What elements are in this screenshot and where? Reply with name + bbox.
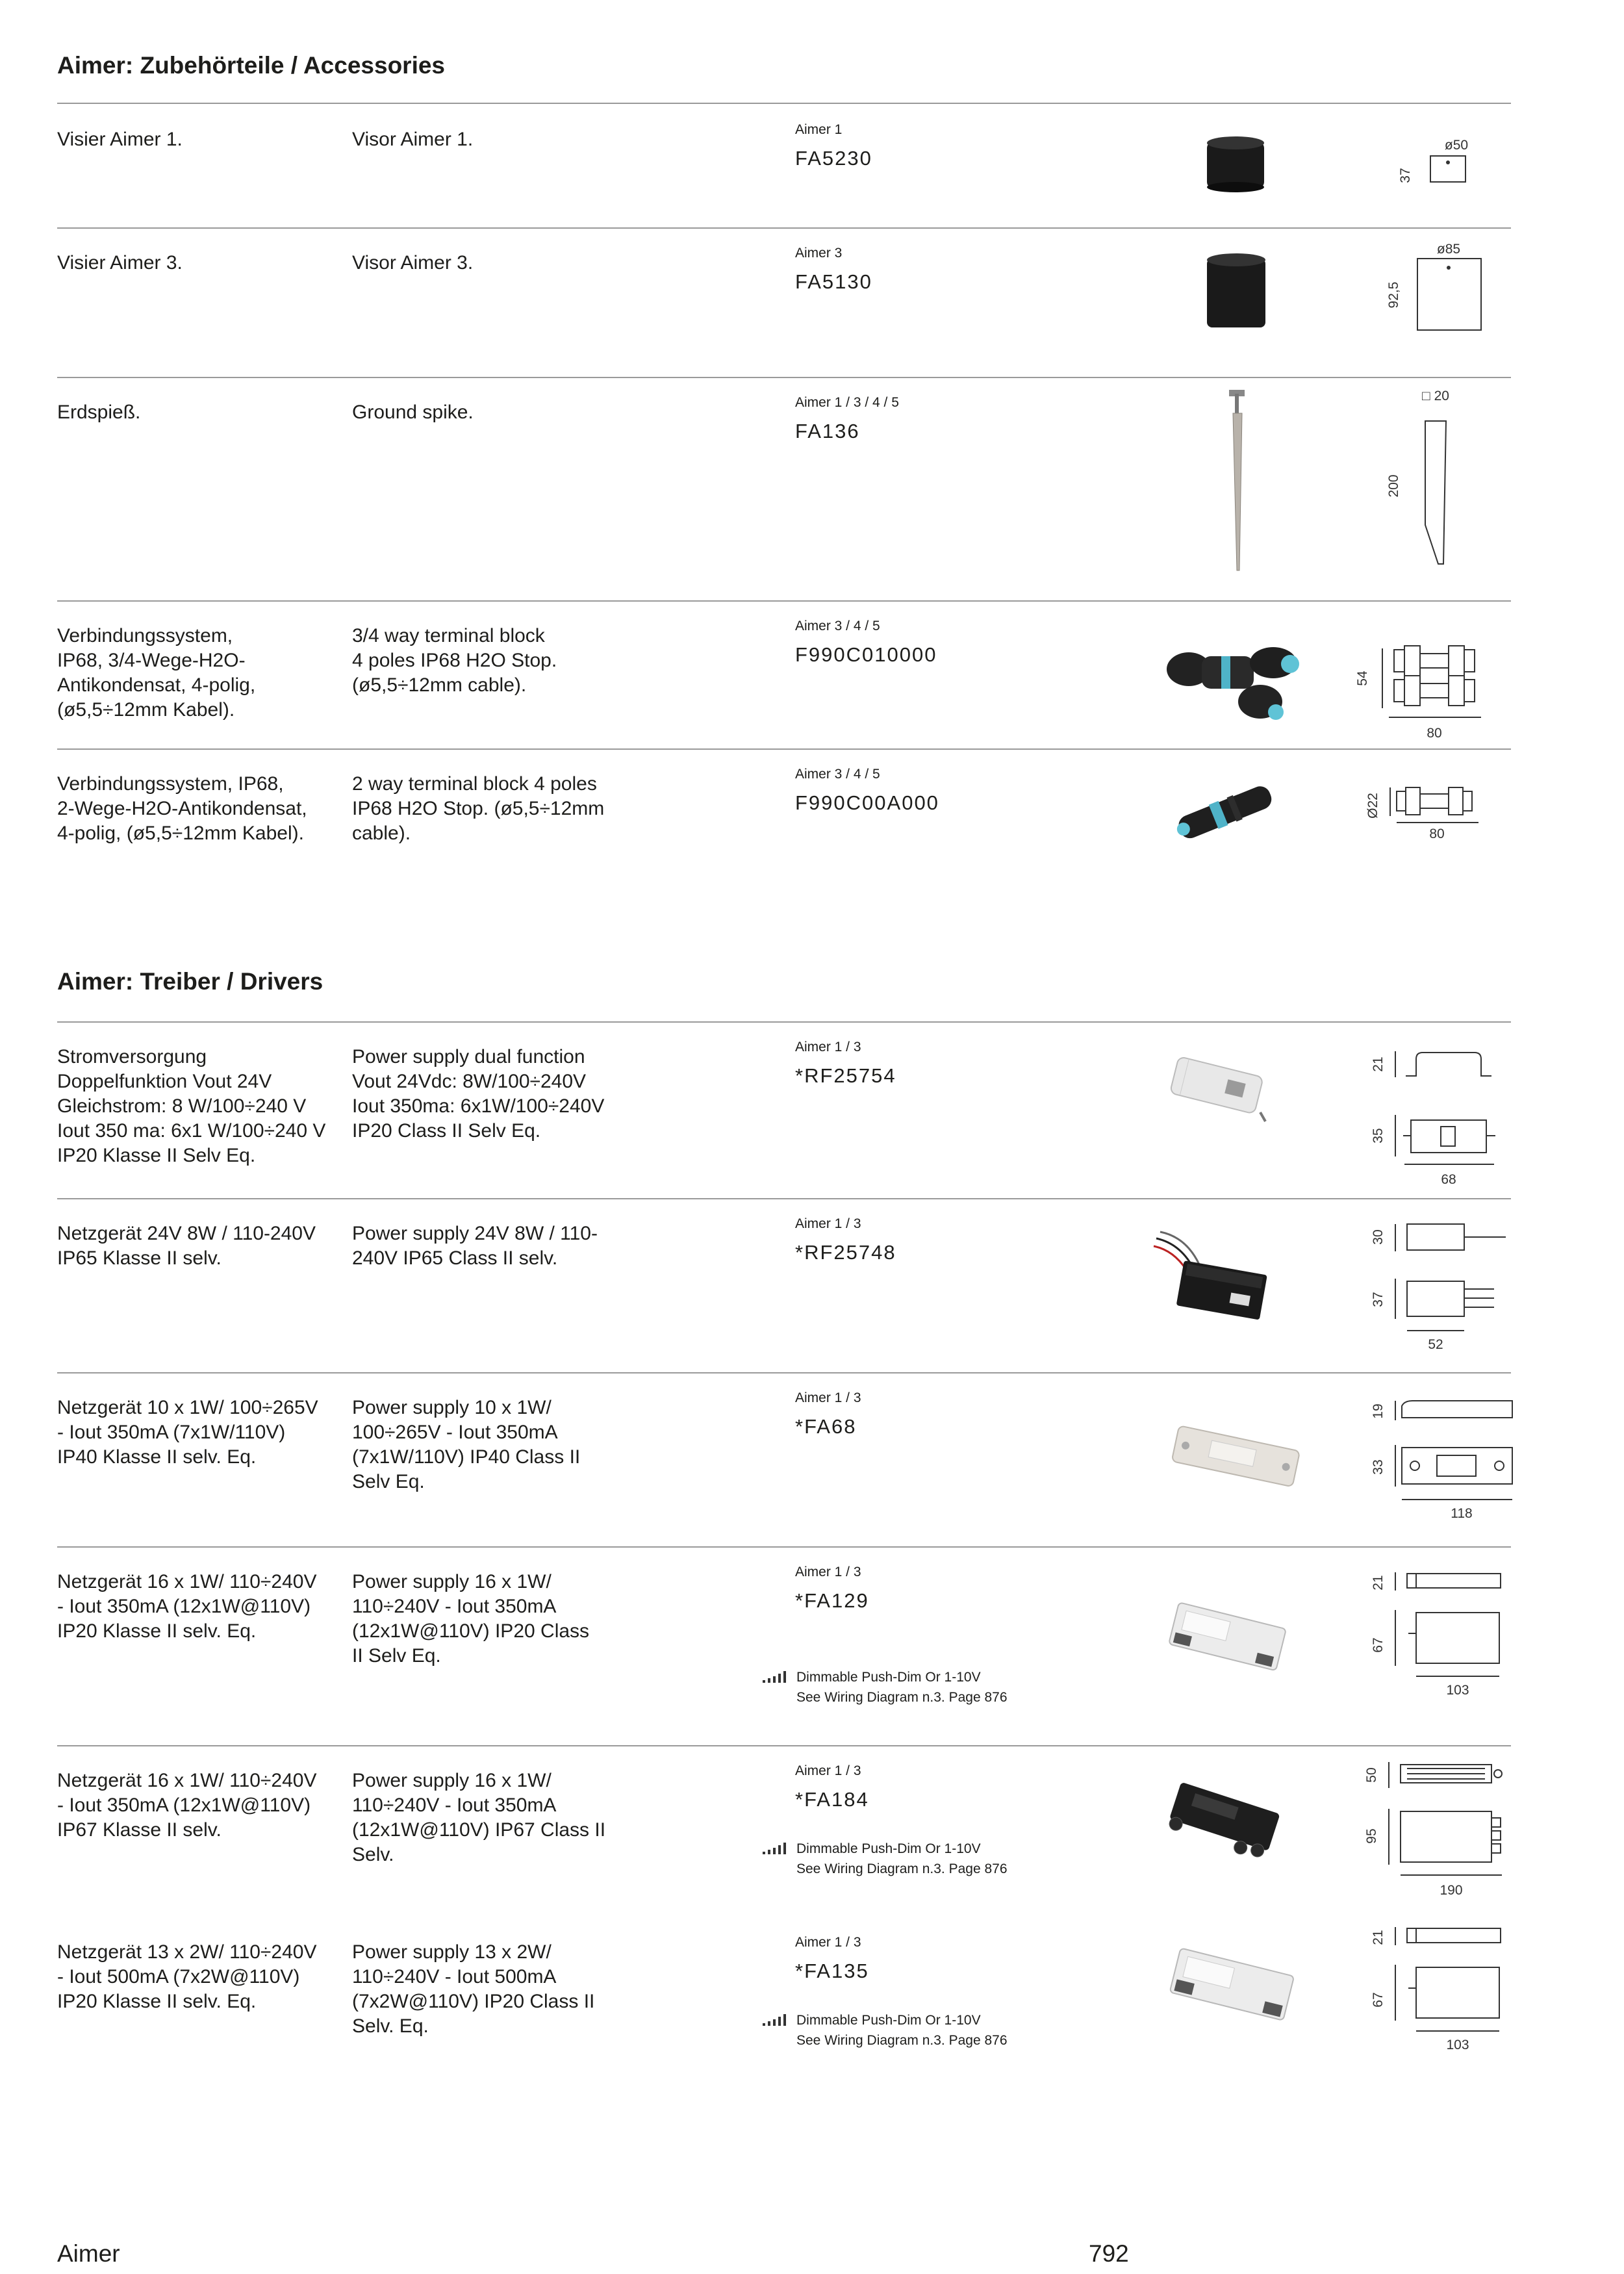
dim-depth: 67 bbox=[1371, 1992, 1386, 2008]
dim-width: 103 bbox=[1446, 1683, 1469, 1698]
terminal-block-dimension-drawing bbox=[1364, 782, 1494, 841]
dim-length: 200 bbox=[1386, 474, 1401, 498]
article-code: *FA184 bbox=[795, 1788, 869, 1811]
model-label: Aimer 3 / 4 / 5 bbox=[795, 767, 880, 782]
dimmable-note-line-2: See Wiring Diagram n.3. Page 876 bbox=[796, 2033, 1008, 2048]
visor-photo bbox=[1202, 133, 1273, 198]
terminal-block-photo bbox=[1167, 772, 1284, 850]
description-en: Ground spike. bbox=[352, 402, 474, 423]
dimmable-note-line-1: Dimmable Push-Dim Or 1-10V bbox=[796, 1670, 981, 1685]
footer-brand: Aimer bbox=[57, 2240, 120, 2267]
section-title-drivers: Aimer: Treiber / Drivers bbox=[57, 968, 324, 995]
driver-photo bbox=[1163, 1596, 1293, 1680]
description-de: Netzgerät 24V 8W / 110-240V IP65 Klasse II selv. bbox=[57, 1223, 316, 1269]
description-en: Power supply 13 x 2W/ 110÷240V - Iout 500mA (7x2W@110V) IP20 Class II Selv. Eq. bbox=[352, 1941, 595, 2037]
visor-dimension-drawing bbox=[1397, 136, 1475, 188]
model-label: Aimer 1 / 3 / 4 / 5 bbox=[795, 395, 899, 410]
dim-height: 37 bbox=[1398, 168, 1413, 183]
row-divider bbox=[57, 1372, 1511, 1373]
description-en: Visor Aimer 1. bbox=[352, 129, 474, 150]
article-code: FA136 bbox=[795, 420, 860, 442]
model-label: Aimer 1 / 3 bbox=[795, 1565, 861, 1579]
dim-height: 50 bbox=[1364, 1767, 1379, 1783]
description-en: Power supply dual function Vout 24Vdc: 8W/100÷240V Iout 350ma: 6x1W/100÷240V IP20 Class II Selv Eq. bbox=[352, 1046, 605, 1142]
description-en: Power supply 16 x 1W/ 110÷240V - Iout 350mA (12x1W@110V) IP67 Class II Selv. bbox=[352, 1770, 606, 1865]
row-divider bbox=[57, 600, 1511, 602]
article-code: F990C00A000 bbox=[795, 791, 939, 814]
article-code: FA5230 bbox=[795, 147, 872, 170]
driver-photo bbox=[1163, 1940, 1306, 2031]
section-title-accessories: Aimer: Zubehörteile / Accessories bbox=[57, 52, 446, 79]
row-divider bbox=[57, 1745, 1511, 1746]
row-divider bbox=[57, 748, 1511, 750]
dimmable-note bbox=[763, 2010, 1008, 2050]
model-label: Aimer 1 / 3 bbox=[795, 1216, 861, 1231]
driver-dimension-drawing bbox=[1364, 1568, 1514, 1724]
driver-dimension-drawing bbox=[1364, 1389, 1514, 1532]
terminal-block-dimension-drawing bbox=[1351, 637, 1494, 747]
description-de: Stromversorgung Doppelfunktion Vout 24V Gleichstrom: 8 W/100÷240 V Iout 350 ma: 6x1 W/100÷240 V IP20 Klasse II Selv Eq. bbox=[57, 1046, 326, 1166]
description-de: Verbindungssystem, IP68, 3/4-Wege-H2O- Antikondensat, 4-polig, (ø5,5÷12mm Kabel). bbox=[57, 625, 256, 721]
dim-width: 80 bbox=[1429, 826, 1445, 841]
article-code: *RF25748 bbox=[795, 1241, 896, 1264]
row-divider bbox=[57, 377, 1511, 378]
dimming-signal-icon bbox=[763, 2013, 791, 2026]
dim-diameter: Ø22 bbox=[1365, 793, 1380, 819]
article-code: *FA135 bbox=[795, 1960, 869, 1982]
driver-dimension-drawing bbox=[1364, 1215, 1514, 1358]
dim-width: 68 bbox=[1441, 1172, 1456, 1187]
ground-spike-photo bbox=[1215, 387, 1267, 576]
dim-height: 21 bbox=[1371, 1575, 1386, 1591]
description-en: 2 way terminal block 4 poles IP68 H2O Stop. (ø5,5÷12mm cable). bbox=[352, 773, 605, 844]
dim-width: 52 bbox=[1428, 1337, 1443, 1352]
driver-dimension-drawing bbox=[1364, 1047, 1514, 1190]
driver-photo bbox=[1147, 1231, 1277, 1322]
row-divider bbox=[57, 227, 1511, 229]
dim-height: 30 bbox=[1371, 1229, 1386, 1245]
model-label: Aimer 1 / 3 bbox=[795, 1040, 861, 1054]
dim-depth: 33 bbox=[1371, 1459, 1386, 1475]
driver-photo bbox=[1163, 1051, 1273, 1129]
description-de: Netzgerät 16 x 1W/ 110÷240V - Iout 350mA (12x1W@110V) IP67 Klasse II selv. bbox=[57, 1770, 317, 1841]
dimmable-note-line-1: Dimmable Push-Dim Or 1-10V bbox=[796, 1841, 981, 1856]
row-divider bbox=[57, 1198, 1511, 1199]
dim-width: 118 bbox=[1451, 1506, 1473, 1521]
description-de: Visier Aimer 3. bbox=[57, 252, 183, 274]
description-en: Power supply 24V 8W / 110- 240V IP65 Class II selv. bbox=[352, 1223, 598, 1269]
page-number: 792 bbox=[1089, 2240, 1129, 2267]
dim-depth: 35 bbox=[1371, 1128, 1386, 1143]
dim-depth: 95 bbox=[1364, 1828, 1379, 1844]
model-label: Aimer 1 bbox=[795, 122, 843, 137]
row-divider bbox=[57, 1546, 1511, 1548]
ground-spike-dimension-drawing bbox=[1384, 389, 1462, 570]
dimmable-note bbox=[763, 1839, 1008, 1879]
dim-depth: 67 bbox=[1371, 1637, 1386, 1653]
dim-depth: 37 bbox=[1371, 1292, 1386, 1307]
model-label: Aimer 1 / 3 bbox=[795, 1763, 861, 1778]
dim-section: □ 20 bbox=[1422, 389, 1449, 403]
description-de: Netzgerät 16 x 1W/ 110÷240V - Iout 350mA (12x1W@110V) IP20 Klasse II selv. Eq. bbox=[57, 1571, 317, 1642]
visor-photo bbox=[1202, 251, 1273, 335]
terminal-block-photo bbox=[1163, 630, 1312, 728]
driver-photo bbox=[1163, 1422, 1312, 1500]
dimmable-note-line-2: See Wiring Diagram n.3. Page 876 bbox=[796, 1690, 1008, 1705]
dim-height: 21 bbox=[1371, 1056, 1386, 1072]
article-code: *FA129 bbox=[795, 1589, 869, 1612]
model-label: Aimer 3 bbox=[795, 246, 843, 261]
dimmable-note-line-1: Dimmable Push-Dim Or 1-10V bbox=[796, 2013, 981, 2028]
dim-diameter: ø50 bbox=[1444, 138, 1469, 153]
dimming-signal-icon bbox=[763, 1841, 791, 1854]
model-label: Aimer 3 / 4 / 5 bbox=[795, 619, 880, 633]
dimmable-note-line-2: See Wiring Diagram n.3. Page 876 bbox=[796, 1861, 1008, 1876]
model-label: Aimer 1 / 3 bbox=[795, 1390, 861, 1405]
dim-width: 103 bbox=[1446, 2038, 1469, 2052]
description-de: Netzgerät 13 x 2W/ 110÷240V - Iout 500mA (7x2W@110V) IP20 Klasse II selv. Eq. bbox=[57, 1941, 317, 2012]
model-label: Aimer 1 / 3 bbox=[795, 1935, 861, 1950]
article-code: *FA68 bbox=[795, 1415, 857, 1438]
section-divider bbox=[57, 1021, 1511, 1023]
description-de: Erdspieß. bbox=[57, 402, 141, 423]
article-code: FA5130 bbox=[795, 270, 872, 293]
description-de: Netzgerät 10 x 1W/ 100÷265V - Iout 350mA (7x1W/110V) IP40 Klasse II selv. Eq. bbox=[57, 1397, 318, 1468]
description-de: Verbindungssystem, IP68, 2-Wege-H2O-Antikondensat, 4-polig, (ø5,5÷12mm Kabel). bbox=[57, 773, 307, 844]
dimmable-note bbox=[763, 1667, 1008, 1707]
dim-height: 92,5 bbox=[1386, 281, 1401, 309]
dim-height: 19 bbox=[1371, 1403, 1386, 1419]
article-code: F990C010000 bbox=[795, 643, 937, 666]
driver-dimension-drawing bbox=[1364, 1923, 1514, 2079]
driver-photo bbox=[1163, 1774, 1286, 1865]
description-en: Power supply 10 x 1W/ 100÷265V - Iout 350mA (7x1W/110V) IP40 Class II Selv Eq. bbox=[352, 1397, 581, 1492]
dim-width: 190 bbox=[1440, 1883, 1463, 1898]
description-en: Visor Aimer 3. bbox=[352, 252, 474, 274]
dim-diameter: ø85 bbox=[1436, 242, 1461, 257]
dimming-signal-icon bbox=[763, 1670, 791, 1683]
dim-height: 21 bbox=[1371, 1930, 1386, 1945]
visor-dimension-drawing bbox=[1384, 242, 1501, 339]
dim-height: 54 bbox=[1355, 671, 1370, 686]
description-de: Visier Aimer 1. bbox=[57, 129, 183, 150]
section-divider bbox=[57, 103, 1511, 104]
description-en: Power supply 16 x 1W/ 110÷240V - Iout 350mA (12x1W@110V) IP20 Class II Selv Eq. bbox=[352, 1571, 590, 1667]
description-en: 3/4 way terminal block 4 poles IP68 H2O Stop. (ø5,5÷12mm cable). bbox=[352, 625, 557, 696]
dim-width: 80 bbox=[1427, 726, 1442, 741]
article-code: *RF25754 bbox=[795, 1064, 896, 1087]
driver-dimension-drawing bbox=[1358, 1756, 1514, 1911]
